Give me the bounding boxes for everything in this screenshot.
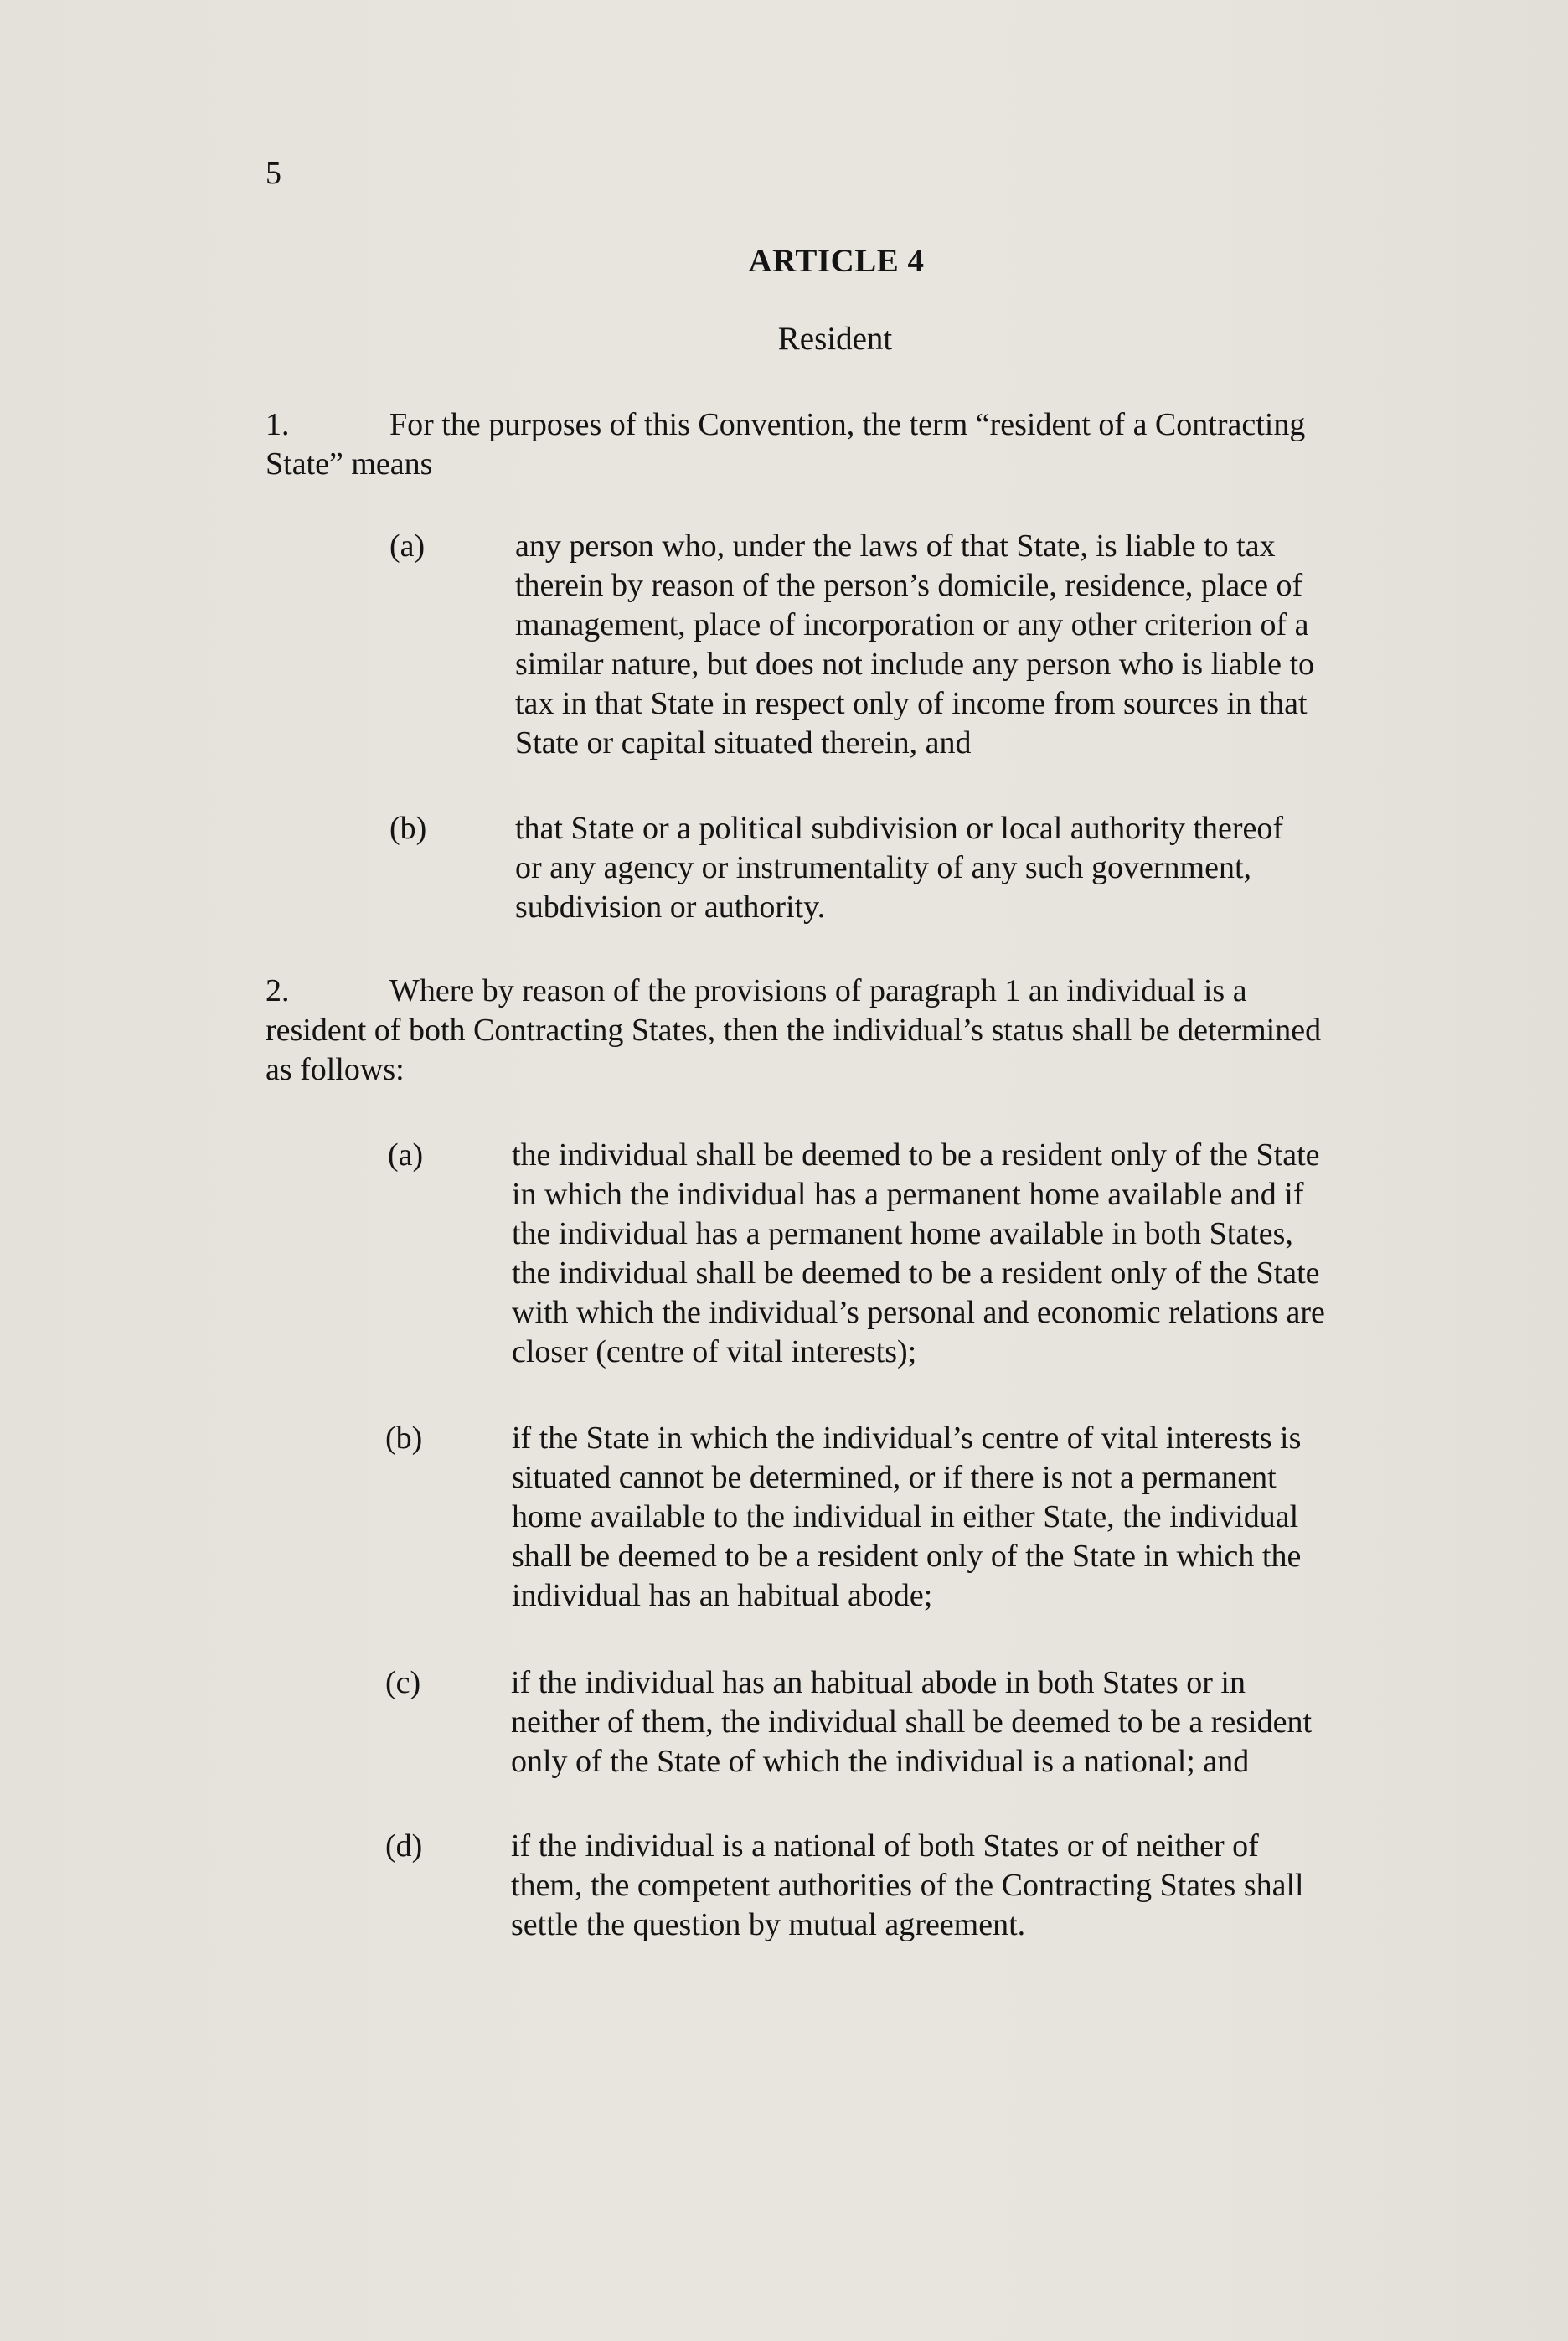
item-text-line: the individual shall be deemed to be a resident only of the State: [512, 1256, 1320, 1291]
paragraph-2-text-line: Where by reason of the provisions of paragraph 1 an individual is a: [389, 973, 1247, 1008]
item-text-line: State or capital situated therein, and: [515, 725, 972, 761]
item-text-line: subdivision or authority.: [515, 889, 826, 925]
item-text-line: if the individual is a national of both States or of neither of: [511, 1828, 1259, 1864]
item-text-line: similar nature, but does not include any person who is liable to: [515, 647, 1315, 682]
paragraph-2-line-1: [266, 972, 1413, 1011]
item-text: [515, 809, 1283, 927]
item-label: (b): [389, 811, 427, 846]
item-text: [512, 1419, 1301, 1616]
paragraph-2-text-line: resident of both Contracting States, then the individual’s status shall be determined: [266, 1013, 1322, 1048]
item-text: [512, 1136, 1325, 1372]
item-text-line: the individual has a permanent home available in both States,: [512, 1216, 1293, 1251]
paragraph-2-text-line: as follows:: [266, 1052, 405, 1087]
item-text-line: neither of them, the individual shall be deemed to be a resident: [511, 1704, 1313, 1740]
item-text-line: situated cannot be determined, or if there is not a permanent: [512, 1460, 1277, 1495]
item-text-line: management, place of incorporation or any other criterion of a: [515, 607, 1309, 642]
item-label: (c): [385, 1665, 421, 1700]
item-label: (b): [385, 1421, 423, 1456]
item-text-line: with which the individual’s personal and economic relations are: [512, 1295, 1325, 1330]
item-text-line: or any agency or instrumentality of any such government,: [515, 850, 1252, 885]
page-number: 5: [266, 156, 281, 191]
item-text-line: settle the question by mutual agreement.: [511, 1907, 1026, 1942]
item-text-line: only of the State of which the individual is a national; and: [511, 1744, 1250, 1779]
item-text: [511, 1827, 1304, 1945]
item-text-line: the individual shall be deemed to be a resident only of the State: [512, 1137, 1320, 1173]
item-text: [515, 527, 1314, 763]
item-text-line: them, the competent authorities of the Contracting States shall: [511, 1868, 1304, 1903]
item-text: [511, 1663, 1312, 1782]
item-label: (a): [389, 529, 426, 564]
paragraph-1-text-line: State” means: [266, 446, 433, 482]
item-label: (d): [385, 1828, 423, 1864]
item-text-line: tax in that State in respect only of income from sources in that: [515, 686, 1308, 721]
item-text-line: any person who, under the laws of that State, is liable to tax: [515, 529, 1276, 564]
paragraph-1-number: 1.: [266, 407, 290, 442]
paragraph-1-line-1: [266, 405, 1413, 445]
article-title: ARTICLE 4: [748, 243, 925, 279]
paragraph-2-number: 2.: [266, 973, 290, 1008]
article-subtitle: Resident: [777, 321, 893, 357]
item-text-line: home available to the individual in either State, the individual: [512, 1499, 1299, 1534]
item-text-line: in which the individual has a permanent home available and if: [512, 1177, 1304, 1212]
paragraph-1-text-line: For the purposes of this Convention, the term “resident of a Contracting: [389, 407, 1306, 442]
paragraph-2: [266, 972, 1413, 1090]
item-text-line: closer (centre of vital interests);: [512, 1334, 917, 1369]
paragraph-1: [266, 405, 1413, 484]
item-label: (a): [388, 1137, 424, 1173]
item-text-line: therein by reason of the person’s domicile, residence, place of: [515, 568, 1303, 603]
item-text-line: individual has an habitual abode;: [512, 1578, 933, 1613]
item-text-line: that State or a political subdivision or local authority thereof: [515, 811, 1284, 846]
item-text-line: if the State in which the individual’s centre of vital interests is: [512, 1421, 1302, 1456]
item-text-line: if the individual has an habitual abode in both States or in: [511, 1665, 1246, 1700]
item-text-line: shall be deemed to be a resident only of the State in which the: [512, 1539, 1302, 1574]
